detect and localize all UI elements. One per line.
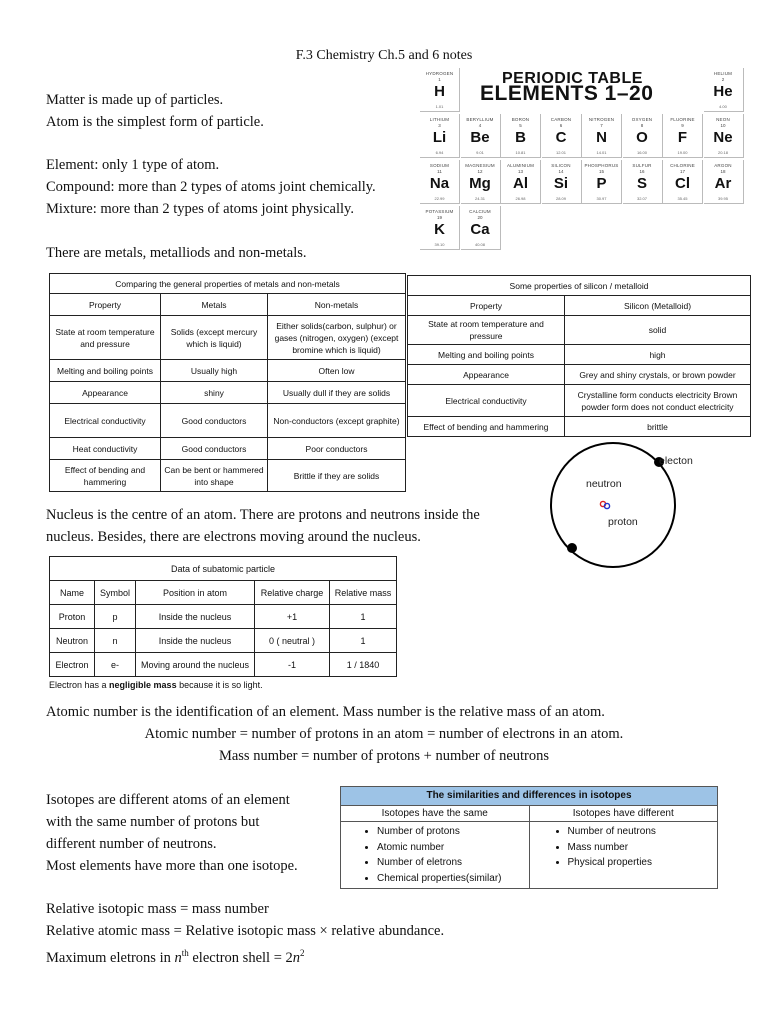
- table-cell: Brittle if they are solids: [268, 460, 406, 492]
- element-name: OXYGEN: [631, 117, 653, 122]
- element-name: HYDROGEN: [425, 71, 454, 76]
- element-cell: [623, 160, 663, 204]
- element-mass: 4.00: [719, 104, 727, 109]
- table-row: [50, 404, 406, 438]
- table-cell: Non-conductors (except graphite): [268, 404, 406, 438]
- element-cell: [420, 160, 460, 204]
- element-name: ARGON: [714, 163, 732, 168]
- element-number: 17: [679, 169, 685, 174]
- metals-sentence: There are metals, metalliods and non-metals.: [46, 245, 307, 261]
- element-cell: [704, 114, 744, 158]
- element-name: PHOSPHORUS: [584, 163, 619, 168]
- isotope-text: [46, 789, 298, 877]
- element-number: 1: [438, 77, 441, 82]
- subatomic-table: [49, 556, 397, 677]
- isotope-line: Isotopes are different atoms of an element: [46, 792, 290, 808]
- table-cell: Proton: [50, 605, 95, 629]
- table-cell: n: [95, 629, 136, 653]
- table-cell: 0 ( neutral ): [255, 629, 330, 653]
- element-symbol: Mg: [469, 175, 491, 192]
- table-header: Property: [408, 296, 565, 316]
- table-cell: Electrical conductivity: [50, 404, 161, 438]
- note-text: Electron has a: [49, 680, 110, 690]
- intro-text: [46, 89, 264, 133]
- element-symbol: Ar: [714, 175, 732, 192]
- element-cell: [501, 114, 541, 158]
- periodic-table: [420, 68, 746, 256]
- list-item: • Number of eletrons: [377, 855, 529, 871]
- table-header: Metals: [161, 294, 268, 316]
- table-cell: Moving around the nucleus: [136, 653, 255, 677]
- table-cell: Heat conductivity: [50, 438, 161, 460]
- element-number: 16: [639, 169, 645, 174]
- definition-mixture: Mixture: more than 2 types of atoms joint physically.: [46, 201, 354, 217]
- element-symbol: H: [434, 83, 445, 100]
- isotope-table: [340, 786, 718, 889]
- atom-diagram: [540, 442, 740, 572]
- element-cell: [461, 206, 501, 250]
- element-mass: 35.45: [677, 196, 688, 201]
- element-cell: [542, 160, 582, 204]
- table-cell: Melting and boiling points: [408, 345, 565, 365]
- table-caption: Comparing the general properties of metals and non-metals: [50, 274, 406, 294]
- element-symbol: Na: [429, 175, 450, 192]
- table-row: [50, 438, 406, 460]
- element-name: HELIUM: [713, 71, 733, 76]
- element-name: SILICON: [551, 163, 571, 168]
- element-name: POTASSIUM: [425, 209, 454, 214]
- element-symbol: N: [596, 129, 607, 146]
- element-mass: 14.01: [596, 150, 607, 155]
- relative-isotopic-mass-line: Relative isotopic mass = mass number: [46, 901, 269, 917]
- element-mass: 40.08: [474, 242, 485, 247]
- element-number: 4: [478, 123, 482, 128]
- list-item: • Chemical properties(similar): [377, 871, 529, 887]
- table-cell: Good conductors: [161, 438, 268, 460]
- table-cell: Poor conductors: [268, 438, 406, 460]
- table-cell: Effect of bending and hammering: [408, 417, 565, 437]
- table-row: [50, 382, 406, 404]
- element-symbol: O: [636, 129, 648, 146]
- element-mass: 12.01: [555, 150, 566, 155]
- element-symbol: He: [713, 83, 733, 100]
- intro-line: Atom is the simplest form of particle.: [46, 114, 264, 130]
- element-number: 3: [438, 123, 441, 128]
- element-number: 12: [477, 169, 483, 174]
- table-cell: Usually high: [161, 360, 268, 382]
- nucleus-text: [46, 504, 480, 548]
- element-symbol: Si: [553, 175, 569, 192]
- element-name: SULFUR: [632, 163, 652, 168]
- table-cell: State at room temperature and pressure: [408, 316, 565, 345]
- element-symbol: S: [636, 175, 647, 192]
- table-cell: Appearance: [408, 365, 565, 385]
- list-item: • Number of protons: [377, 824, 529, 840]
- element-cell: [501, 160, 541, 204]
- element-cell: [663, 160, 703, 204]
- element-name: FLUORINE: [670, 117, 695, 122]
- element-cell: [623, 114, 663, 158]
- element-name: BERYLLIUM: [466, 117, 494, 122]
- metals-comparison-table: [49, 273, 406, 492]
- electron-mass-note: [49, 680, 263, 690]
- max-electrons-text: electron shell = 2: [188, 949, 293, 966]
- element-mass: 32.07: [636, 196, 647, 201]
- isotope-table-caption: The similarities and differences in isotopes: [340, 786, 718, 806]
- element-cell: [420, 68, 460, 112]
- isotope-different-header: Isotopes have different: [530, 806, 718, 822]
- table-cell: 1 / 1840: [330, 653, 397, 677]
- table-row: [50, 629, 397, 653]
- silicon-properties-table: [407, 275, 751, 437]
- table-cell: p: [95, 605, 136, 629]
- element-cell: [420, 206, 460, 250]
- element-number: 15: [598, 169, 604, 174]
- max-electrons-n: n: [292, 949, 300, 966]
- element-number: 19: [436, 215, 442, 220]
- element-name: MAGNESIUM: [465, 163, 495, 168]
- table-cell: brittle: [565, 417, 751, 437]
- element-symbol: P: [596, 175, 607, 192]
- element-mass: 6.94: [435, 150, 444, 155]
- element-mass: 9.01: [476, 150, 484, 155]
- proton-label: proton: [608, 516, 638, 528]
- max-electrons-sup: th: [181, 948, 189, 958]
- element-mass: 10.81: [515, 150, 526, 155]
- table-row: [408, 345, 751, 365]
- element-number: 11: [437, 169, 442, 174]
- isotope-line: Most elements have more than one isotope.: [46, 858, 298, 874]
- max-electrons-text: Maximum eletrons in: [46, 949, 175, 966]
- element-symbol: F: [677, 129, 688, 146]
- definition-element: Element: only 1 type of atom.: [46, 157, 220, 173]
- element-mass: 30.97: [596, 196, 607, 201]
- element-mass: 16.00: [636, 150, 647, 155]
- note-bold-text: negligible mass: [109, 680, 177, 690]
- table-cell: Can be bent or hammered into shape: [161, 460, 268, 492]
- element-name: LITHIUM: [429, 117, 450, 122]
- table-cell: -1: [255, 653, 330, 677]
- element-name: NITROGEN: [588, 117, 615, 122]
- element-name: CARBON: [550, 117, 572, 122]
- table-cell: solid: [565, 316, 751, 345]
- electron-label: electon: [659, 455, 693, 467]
- element-number: 2: [721, 77, 725, 82]
- element-number: 6: [559, 123, 563, 128]
- table-row: [50, 316, 406, 360]
- table-header: Position in atom: [136, 581, 255, 605]
- table-cell: Electron: [50, 653, 95, 677]
- table-header: Property: [50, 294, 161, 316]
- element-symbol: B: [515, 129, 526, 146]
- element-name: BORON: [511, 117, 530, 122]
- element-symbol: K: [434, 221, 445, 238]
- table-row: [408, 385, 751, 417]
- table-row: [408, 365, 751, 385]
- element-cell: [461, 114, 501, 158]
- element-mass: 26.98: [515, 196, 526, 201]
- electron-dot: [567, 543, 577, 553]
- table-caption: Data of subatomic particle: [50, 557, 397, 581]
- table-cell: Solids (except mercury which is liquid): [161, 316, 268, 360]
- element-number: 10: [720, 123, 726, 128]
- isotope-same-column: [341, 806, 529, 888]
- list-item: • Number of neutrons: [568, 824, 718, 840]
- element-cell: [420, 114, 460, 158]
- table-row: [50, 460, 406, 492]
- neutron-label: neutron: [586, 478, 622, 490]
- isotope-same-header: Isotopes have the same: [341, 806, 529, 822]
- element-name: SODIUM: [429, 163, 450, 168]
- element-cell: [582, 114, 622, 158]
- table-row: [50, 605, 397, 629]
- table-caption: Some properties of silicon / metalloid: [408, 276, 751, 296]
- intro-line: Matter is made up of particles.: [46, 92, 224, 108]
- table-cell: Good conductors: [161, 404, 268, 438]
- element-number: 13: [517, 169, 523, 174]
- element-symbol: Cl: [675, 175, 690, 192]
- element-symbol: C: [555, 129, 567, 146]
- table-header: Silicon (Metalloid): [565, 296, 751, 316]
- table-cell: Appearance: [50, 382, 161, 404]
- element-number: 14: [558, 169, 564, 174]
- table-header: Symbol: [95, 581, 136, 605]
- element-symbol: Li: [432, 129, 447, 146]
- equation-atomic-number: Atomic number = number of protons in an atom = number of electrons in an atom.: [144, 726, 624, 742]
- element-cell: [582, 160, 622, 204]
- table-cell: high: [565, 345, 751, 365]
- equation-mass-number: Mass number = number of protons + number of neutrons: [218, 748, 550, 764]
- element-number: 9: [681, 123, 684, 128]
- relative-atomic-mass-line: Relative atomic mass = Relative isotopic mass × relative abundance.: [46, 923, 445, 939]
- element-name: CHLORINE: [670, 163, 695, 168]
- element-number: 20: [477, 215, 483, 220]
- table-cell: 1: [330, 629, 397, 653]
- element-number: 18: [720, 169, 726, 174]
- table-row: [50, 653, 397, 677]
- table-cell: Either solids(carbon, sulphur) or gases (nitrogen, oxygen) (except bromine which is liquid): [268, 316, 406, 360]
- element-cell: [542, 114, 582, 158]
- element-mass: 39.10: [434, 242, 445, 247]
- table-cell: State at room temperature and pressure: [50, 316, 161, 360]
- element-symbol: Ca: [470, 221, 490, 238]
- table-cell: shiny: [161, 382, 268, 404]
- table-cell: Inside the nucleus: [136, 629, 255, 653]
- table-cell: Crystalline form conducts electricity Brown powder form does not conduct electricity: [565, 385, 751, 417]
- nucleus-line: nucleus. Besides, there are electrons moving around the nucleus.: [46, 529, 421, 545]
- periodic-table-subtitle: ELEMENTS 1–20: [480, 82, 654, 105]
- element-cell: [704, 160, 744, 204]
- max-electrons-n: n: [174, 949, 182, 966]
- definition-compound: Compound: more than 2 types of atoms joint chemically.: [46, 179, 376, 195]
- table-header: Relative charge: [255, 581, 330, 605]
- element-symbol: Ne: [713, 129, 733, 146]
- max-electrons-exp: 2: [300, 948, 305, 958]
- element-cell: [461, 160, 501, 204]
- periodic-table-title: PERIODIC TABLE: [502, 70, 643, 87]
- page-title: F.3 Chemistry Ch.5 and 6 notes: [295, 48, 473, 63]
- table-cell: Inside the nucleus: [136, 605, 255, 629]
- atomic-number-text: Atomic number is the identification of an element. Mass number is the relative mass of an atom.: [46, 704, 605, 720]
- table-cell: Usually dull if they are solids: [268, 382, 406, 404]
- table-row: [408, 316, 751, 345]
- table-cell: Electrical conductivity: [408, 385, 565, 417]
- element-name: NEON: [716, 117, 730, 122]
- element-mass: 28.09: [555, 196, 566, 201]
- list-item: • Physical properties: [568, 855, 718, 871]
- table-row: [50, 360, 406, 382]
- list-item: • Atomic number: [377, 840, 529, 856]
- element-number: 8: [640, 123, 644, 128]
- element-mass: 22.99: [434, 196, 445, 201]
- table-cell: Often low: [268, 360, 406, 382]
- table-header: Relative mass: [330, 581, 397, 605]
- table-cell: 1: [330, 605, 397, 629]
- max-electrons-line: [46, 942, 444, 969]
- table-cell: Melting and boiling points: [50, 360, 161, 382]
- table-header: Name: [50, 581, 95, 605]
- isotope-line: different number of neutrons.: [46, 836, 217, 852]
- element-name: CALCIUM: [469, 209, 491, 214]
- element-symbol: Be: [470, 129, 490, 146]
- element-number: 7: [600, 123, 603, 128]
- element-mass: 19.00: [677, 150, 688, 155]
- element-mass: 1.01: [435, 104, 444, 109]
- table-row: [408, 417, 751, 437]
- table-cell: Grey and shiny crystals, or brown powder: [565, 365, 751, 385]
- element-number: 5: [519, 123, 522, 128]
- table-header: Non-metals: [268, 294, 406, 316]
- element-mass: 24.31: [474, 196, 485, 201]
- nucleus-line: Nucleus is the centre of an atom. There are protons and neutrons inside the: [46, 507, 480, 523]
- element-mass: 39.95: [717, 196, 728, 201]
- relative-mass-notes: [46, 898, 444, 969]
- element-cell: [704, 68, 744, 112]
- table-cell: Neutron: [50, 629, 95, 653]
- isotope-different-column: [529, 806, 718, 888]
- definitions: [46, 154, 376, 220]
- element-cell: [663, 114, 703, 158]
- element-mass: 20.18: [717, 150, 728, 155]
- element-symbol: Al: [513, 175, 528, 192]
- table-cell: Effect of bending and hammering: [50, 460, 161, 492]
- list-item: • Mass number: [568, 840, 718, 856]
- table-cell: e-: [95, 653, 136, 677]
- table-cell: +1: [255, 605, 330, 629]
- element-name: ALUMINIUM: [506, 163, 535, 168]
- note-text: because it is so light.: [176, 680, 263, 690]
- isotope-line: with the same number of protons but: [46, 814, 260, 830]
